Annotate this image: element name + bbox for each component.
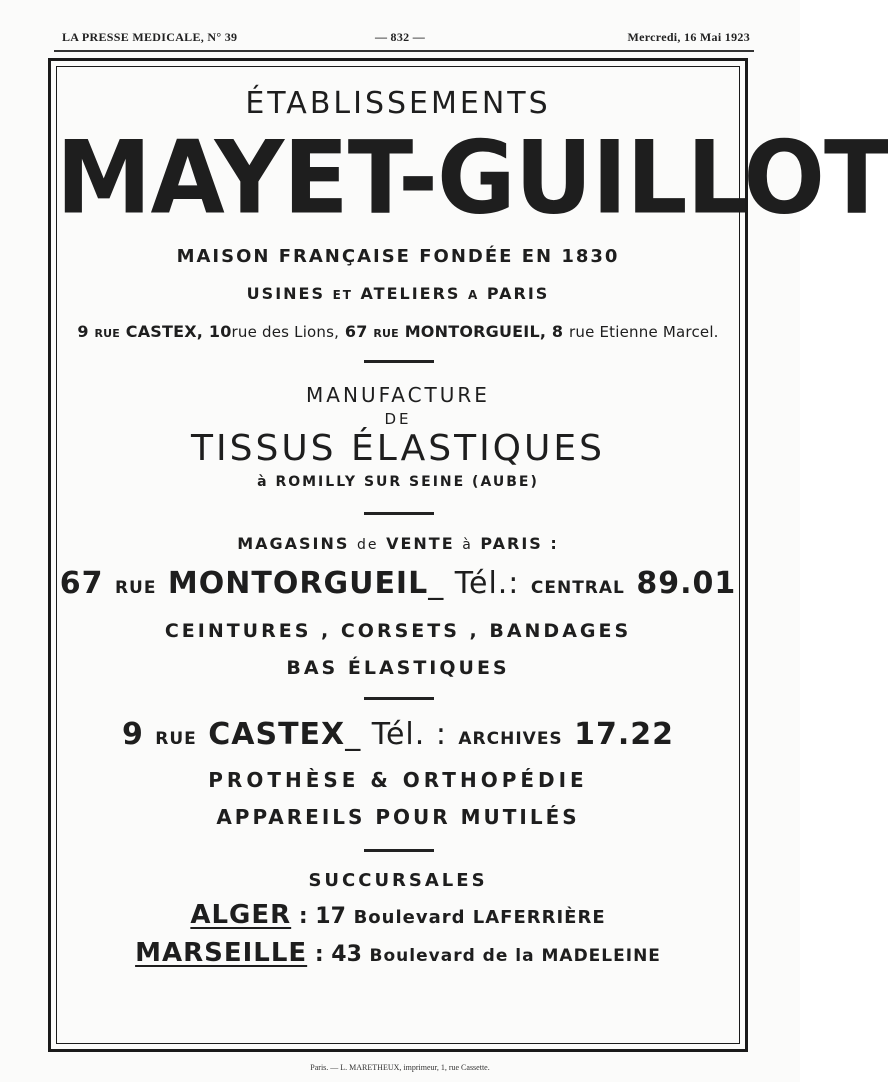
header-page-number: — 832 — bbox=[374, 30, 426, 44]
castex-exchange: ARCHIVES bbox=[458, 729, 563, 749]
section-divider bbox=[364, 697, 434, 700]
header-date: Mercredi, 16 Mai 1923 bbox=[627, 30, 750, 44]
alger-number: : 17 bbox=[291, 904, 354, 929]
address-1-number: 9 bbox=[77, 322, 89, 341]
marseille-address: Boulevard de la MADELEINE bbox=[369, 946, 661, 966]
section-divider bbox=[364, 512, 434, 515]
address-1-rue: RUE bbox=[94, 327, 120, 340]
et-word: ET bbox=[332, 288, 353, 302]
vente-word: VENTE bbox=[386, 534, 455, 553]
a-word: A bbox=[468, 288, 480, 302]
ateliers-word: ATELIERS bbox=[360, 284, 461, 303]
succursales-label: SUCCURSALES bbox=[308, 870, 488, 891]
alger-branch-line bbox=[56, 900, 740, 930]
montorgueil-store-line bbox=[56, 566, 740, 601]
montorgueil-number: 67 bbox=[59, 566, 104, 601]
manufacture-label: MANUFACTURE bbox=[306, 383, 490, 407]
castex-rue: RUE bbox=[155, 729, 197, 749]
montorgueil-exchange: CENTRAL bbox=[530, 578, 625, 598]
address-3-number: 67 bbox=[344, 322, 368, 341]
montorgueil-phone: 89.01 bbox=[636, 566, 737, 601]
maison-francaise-line: MAISON FRANÇAISE FONDÉE EN 1830 bbox=[176, 246, 620, 267]
address-4-number: 8 bbox=[551, 322, 564, 341]
alger-address: Boulevard LAFERRIÈRE bbox=[353, 907, 606, 928]
castex-tel-label: _ Tél. : bbox=[345, 717, 447, 752]
address-2-number: 10 bbox=[208, 322, 232, 341]
paris-word: PARIS : bbox=[480, 534, 559, 553]
romilly-location: à ROMILLY SUR SEINE (AUBE) bbox=[257, 474, 539, 490]
montorgueil-tel-label: _ Tél.: bbox=[428, 566, 520, 601]
products-line-1: CEINTURES , CORSETS , BANDAGES bbox=[164, 620, 632, 642]
etablissements-label: ÉTABLISSEMENTS bbox=[245, 86, 551, 121]
tissus-elastiques-title: TISSUS ÉLASTIQUES bbox=[191, 428, 605, 469]
section-divider bbox=[364, 360, 434, 363]
usines-word: USINES bbox=[246, 284, 325, 303]
montorgueil-street: MONTORGUEIL bbox=[167, 566, 429, 601]
section-divider bbox=[364, 849, 434, 852]
alger-city: ALGER bbox=[190, 900, 292, 930]
brand-name: MAYET-GUILLOT bbox=[56, 119, 888, 237]
header-publication: LA PRESSE MEDICALE, N° 39 bbox=[62, 30, 238, 44]
castex-store-line bbox=[56, 717, 740, 752]
paris-word: PARIS bbox=[486, 284, 550, 303]
address-4-street: rue Etienne Marcel. bbox=[569, 323, 719, 341]
address-1-street: CASTEX, bbox=[125, 322, 204, 341]
castex-phone: 17.22 bbox=[574, 717, 675, 752]
header-rule bbox=[54, 50, 754, 52]
prothese-line: PROTHÈSE & ORTHOPÉDIE bbox=[208, 768, 588, 792]
printer-imprint: Paris. — L. MARETHEUX, imprimeur, 1, rue Cassette. bbox=[310, 1063, 490, 1072]
address-3-street: MONTORGUEIL, bbox=[404, 322, 547, 341]
magasins-line bbox=[56, 534, 740, 553]
castex-number: 9 bbox=[121, 717, 144, 752]
de-word: de bbox=[357, 537, 379, 553]
factory-addresses-line bbox=[56, 322, 740, 341]
usines-ateliers-line bbox=[56, 284, 740, 303]
marseille-number: : 43 bbox=[307, 942, 370, 967]
montorgueil-rue: RUE bbox=[114, 578, 157, 598]
castex-street: CASTEX bbox=[208, 717, 346, 752]
products-line-2: BAS ÉLASTIQUES bbox=[286, 657, 510, 679]
address-2-street: rue des Lions, bbox=[231, 323, 340, 341]
address-3-rue: RUE bbox=[373, 327, 399, 340]
marseille-branch-line bbox=[56, 938, 740, 968]
magasins-word: MAGASINS bbox=[237, 534, 350, 553]
appareils-line: APPAREILS POUR MUTILÉS bbox=[216, 805, 580, 829]
de-label: DE bbox=[384, 410, 412, 428]
marseille-city: MARSEILLE bbox=[135, 938, 308, 968]
a-word: à bbox=[462, 537, 473, 553]
